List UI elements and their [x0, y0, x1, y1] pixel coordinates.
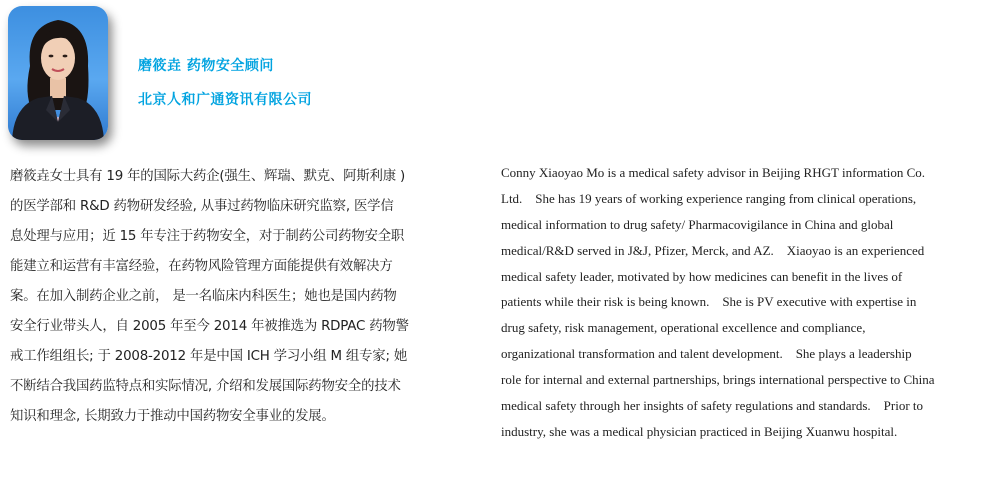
person-portrait-photo — [8, 6, 108, 140]
bio-cn-line: 能建立和运营有丰富经验，在药物风险管理方面能提供有效解决方 — [10, 259, 393, 274]
portrait-illustration — [8, 6, 108, 140]
company-heading: 北京人和广通资讯有限公司 — [138, 92, 312, 108]
bio-en-line: drug safety, risk management, operational excellence and compliance, — [501, 320, 866, 336]
bio-cn-line: 息处理与应用；近 15 年专注于药物安全，对于制药公司药物安全职 — [10, 229, 405, 244]
bio-en-line: medical information to drug safety/ Pharmacovigilance in China and global — [501, 216, 894, 232]
bio-en-line: industry, she was a medical physician practiced in Beijing Xuanwu hospital. — [501, 423, 898, 439]
chinese-biography — [10, 162, 470, 432]
bio-cn-line: 的医学部和 R&D 药物研发经验, 从事过药物临床研究监察, 医学信 — [10, 199, 394, 214]
bio-cn-line: 磨筱垚女士具有 19 年的国际大药企(强生、辉瑞、默克、阿斯利康 ) — [10, 169, 406, 184]
bio-cn-line: 安全行业带头人，自 2005 年至今 2014 年被推选为 RDPAC 药物警 — [10, 319, 409, 334]
bio-en-line: organizational transformation and talent development. She plays a leadership — [501, 346, 912, 362]
bio-en-line: patients while their risk is being known. She is PV executive with expertise in — [501, 294, 917, 310]
bio-cn-line: 知识和理念, 长期致力于推动中国药物安全事业的发展。 — [10, 409, 335, 424]
bio-en-line: Conny Xiaoyao Mo is a medical safety advisor in Beijing RHGT information Co. — [501, 165, 926, 180]
bio-en-line: Ltd. She has 19 years of working experience ranging from clinical operations, — [501, 190, 917, 206]
bio-en-line: medical safety leader, motivated by how medicines can benefit in the lives of — [501, 268, 903, 284]
bio-en-line: medical/R&D served in J&J, Pfizer, Merck, and AZ. Xiaoyao is an experienced — [501, 242, 925, 258]
name-title-heading: 磨筱垚 药物安全顾问 — [138, 58, 274, 74]
bio-cn-line: 戒工作组组长; 于 2008-2012 年是中国 ICH 学习小组 M 组专家; 她 — [10, 349, 408, 364]
bio-cn-line: 不断结合我国药监特点和实际情况, 介绍和发展国际药物安全的技术 — [10, 379, 401, 394]
bio-en-line: role for internal and external partnerships, brings international perspective to China — [501, 372, 935, 388]
english-biography — [501, 160, 1001, 445]
bio-cn-line: 案。在加入制药企业之前， 是一名临床内科医生；她也是国内药物 — [10, 289, 397, 304]
bio-en-line: medical safety through her insights of safety regulations and standards. Prior to — [501, 398, 924, 414]
